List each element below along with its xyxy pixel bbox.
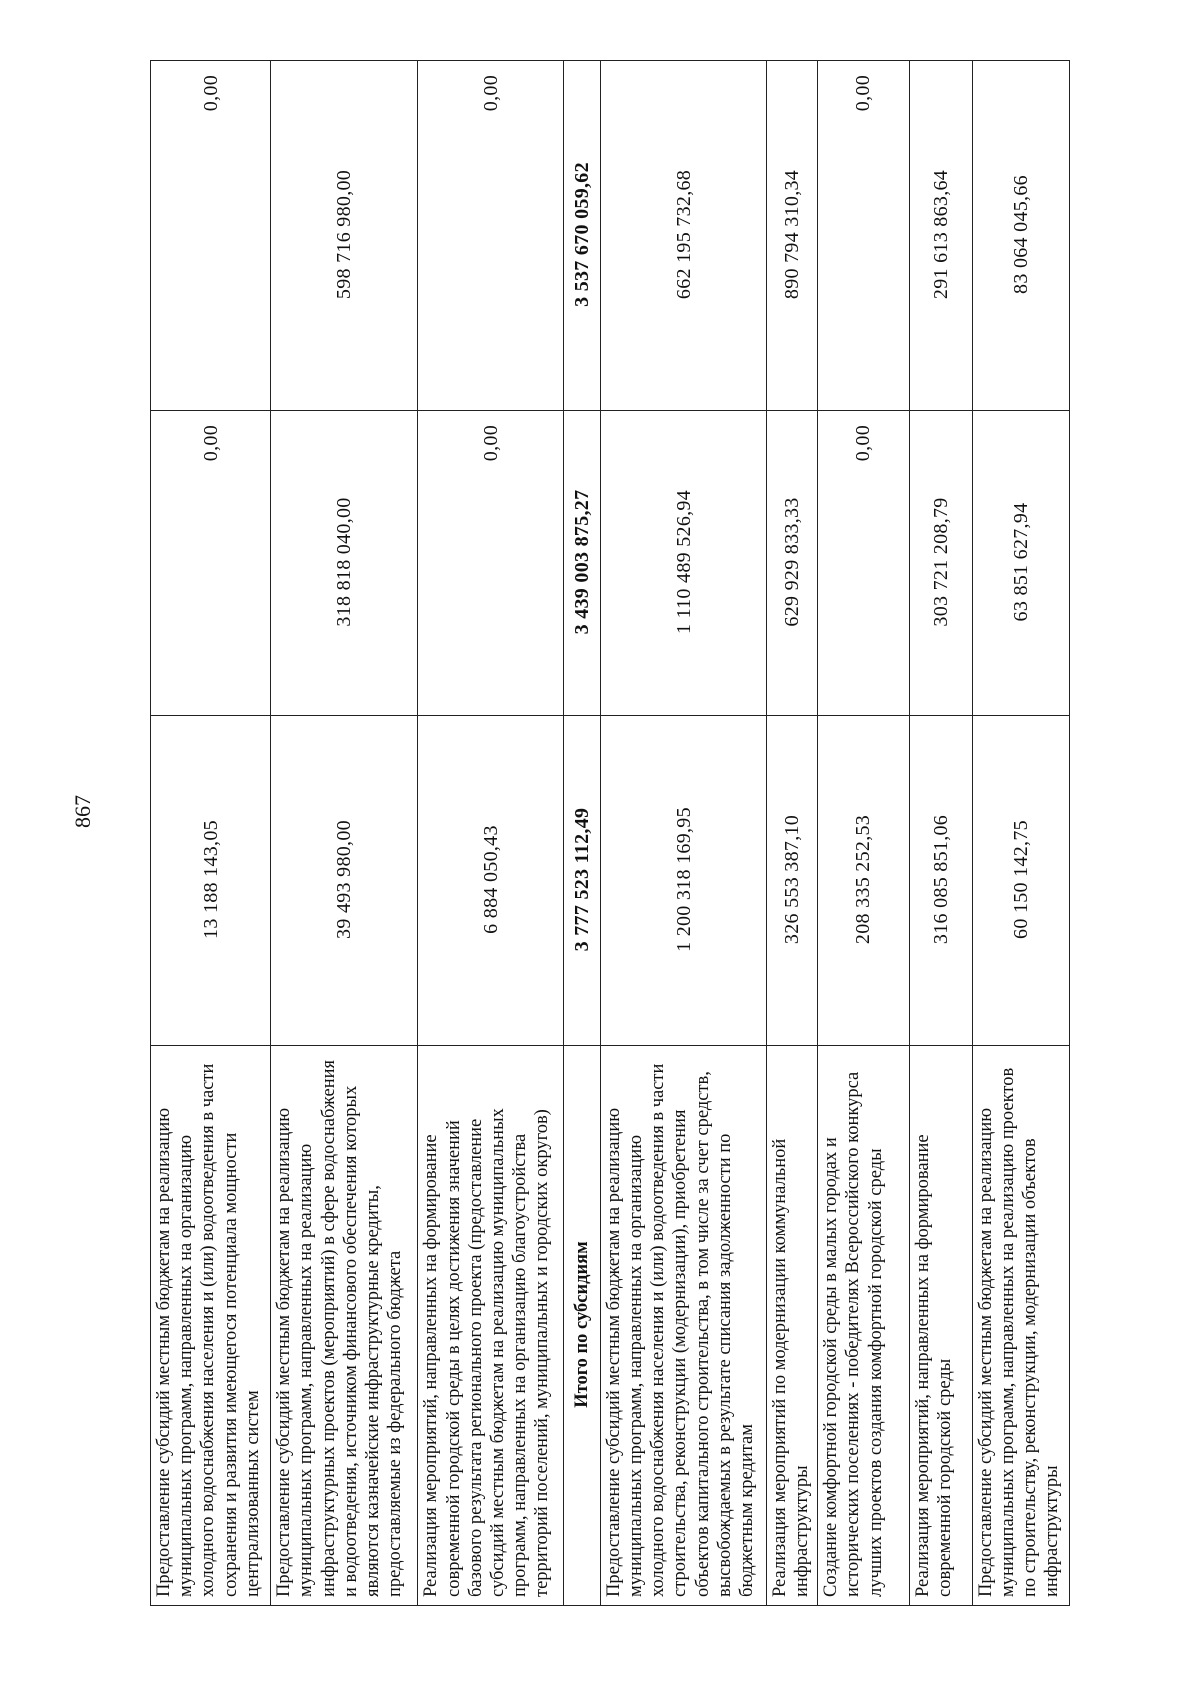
table-row — [600, 61, 766, 1606]
row-name: Создание комфортной городской среды в малых городах и исторических поселениях - победителях Всероссийского конкурса лучших проектов создания комфортной городской среды — [818, 1046, 909, 1606]
page-number: 867 — [70, 795, 95, 828]
row-value-3: 0,00 — [418, 61, 563, 411]
row-value-3: 598 716 980,00 — [271, 61, 418, 411]
row-name: Реализация мероприятий, направленных на формирование современной городской среды в целях достижения значений базового результата регионального проекта (предоставление субсидий местным бюджетам на реализацию муниципальных программ, направленных на организацию благоустройства территорий поселений, муниципальных и городских округов) — [418, 1046, 563, 1606]
row-value-1: 326 553 387,10 — [767, 716, 818, 1046]
row-value-2: 1 110 489 526,94 — [600, 411, 766, 716]
row-value-3: 662 195 732,68 — [600, 61, 766, 411]
row-value-2: 629 929 833,33 — [767, 411, 818, 716]
table-row — [418, 61, 563, 1606]
row-value-1: 3 777 523 112,49 — [563, 716, 600, 1046]
row-value-3: 83 064 045,66 — [972, 61, 1069, 411]
row-value-2: 0,00 — [151, 411, 271, 716]
table-row — [909, 61, 972, 1606]
row-name: Реализация мероприятий по модернизации коммунальной инфраструктуры — [767, 1046, 818, 1606]
row-value-2: 303 721 208,79 — [909, 411, 972, 716]
row-value-1: 316 085 851,06 — [909, 716, 972, 1046]
row-name: Реализация мероприятий, направленных на формирование современной городской среды — [909, 1046, 972, 1606]
table-row-total — [563, 61, 600, 1606]
row-value-3: 291 613 863,64 — [909, 61, 972, 411]
row-value-1: 208 335 252,53 — [818, 716, 909, 1046]
row-value-1: 60 150 142,75 — [972, 716, 1069, 1046]
row-value-3: 3 537 670 059,62 — [563, 61, 600, 411]
row-value-2: 3 439 003 875,27 — [563, 411, 600, 716]
table-row — [151, 61, 271, 1606]
row-name: Итого по субсидиям — [563, 1046, 600, 1606]
table-row — [818, 61, 909, 1606]
row-value-3: 0,00 — [818, 61, 909, 411]
row-name: Предоставление субсидий местным бюджетам на реализацию муниципальных программ, направленных на организацию холодного водоснабжения населения и (или) водоотведения в части строительства, реконструкции (модернизации), приобретения объектов капитального строительства, в том числе за счет средств, высвобождаемых в результате списания задолженности по бюджетным кредитам — [600, 1046, 766, 1606]
row-name: Предоставление субсидий местным бюджетам на реализацию муниципальных программ, направленных на реализацию инфраструктурных проектов (мероприятий) в сфере водоснабжения и водоотведения, источником финансового обеспечения которых являются казначейские инфраструктурные кредиты, предоставляемые из федерального бюджета — [271, 1046, 418, 1606]
table-row — [972, 61, 1069, 1606]
row-value-2: 0,00 — [418, 411, 563, 716]
row-value-1: 39 493 980,00 — [271, 716, 418, 1046]
row-name: Предоставление субсидий местным бюджетам на реализацию муниципальных программ, направленных на организацию холодного водоснабжения населения и (или) водоотведения в части сохранения и развития имеющегося потенциала мощности централизованных систем — [151, 1046, 271, 1606]
rotated-table-container — [150, 61, 1070, 1606]
row-value-3: 890 794 310,34 — [767, 61, 818, 411]
subsidies-table — [150, 60, 1070, 1606]
row-value-3: 0,00 — [151, 61, 271, 411]
table-row — [271, 61, 418, 1606]
row-value-2: 63 851 627,94 — [972, 411, 1069, 716]
table-row — [767, 61, 818, 1606]
row-value-2: 0,00 — [818, 411, 909, 716]
row-value-2: 318 818 040,00 — [271, 411, 418, 716]
row-value-1: 1 200 318 169,95 — [600, 716, 766, 1046]
row-value-1: 13 188 143,05 — [151, 716, 271, 1046]
row-name: Предоставление субсидий местным бюджетам на реализацию муниципальных программ, направленных на реализацию проектов по строительству, реконструкции, модернизации объектов инфраструктуры — [972, 1046, 1069, 1606]
row-value-1: 6 884 050,43 — [418, 716, 563, 1046]
